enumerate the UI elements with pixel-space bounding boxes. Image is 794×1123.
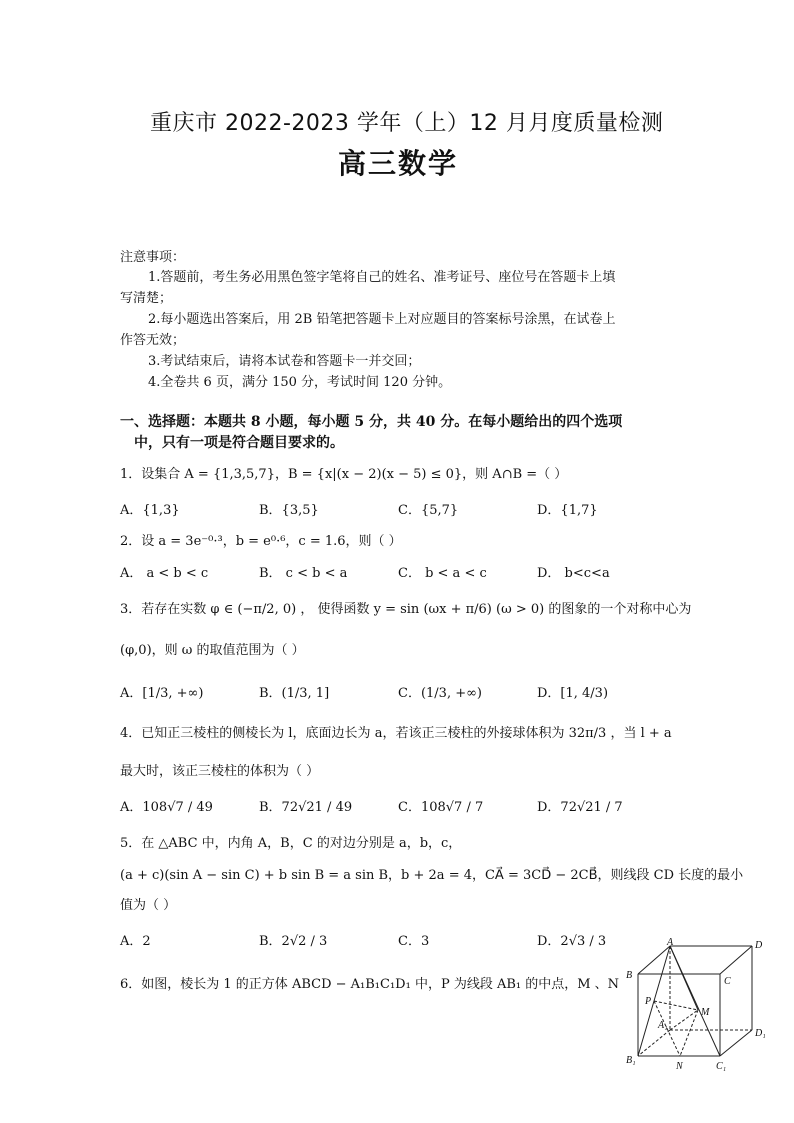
- question-5-line3: 值为（ ）: [120, 898, 177, 913]
- question-2: 2．设 a = 3e⁻⁰·³，b = e⁰·⁶，c = 1.6，则（ ）: [120, 534, 402, 549]
- label-d1: D₁: [755, 1028, 766, 1039]
- q1-option-b: B．{3,5}: [259, 503, 319, 518]
- exam-title: 重庆市 2022-2023 学年（上）12 月月度质量检测: [150, 111, 664, 136]
- notice-heading: 注意事项：: [120, 250, 186, 265]
- q3-option-b: B．(1/3, 1]: [259, 686, 330, 701]
- subject-title: 高三数学: [338, 147, 459, 180]
- q3-text-c: (ω > 0) 的图象的一个对称中心为: [496, 602, 692, 617]
- question-4-line1: [120, 722, 672, 741]
- label-m: M: [701, 1007, 710, 1018]
- q2-option-b: B． c < b < a: [259, 566, 348, 581]
- q3-option-c: C．(1/3, +∞): [398, 686, 482, 701]
- q2-option-d: D． b<c<a: [537, 566, 610, 581]
- label-b1: B₁: [626, 1055, 636, 1066]
- q4-option-d: D．72√21 / 7: [537, 800, 623, 815]
- label-p: P: [645, 996, 652, 1007]
- notice-item-4: 4.全卷共 6 页，满分 150 分，考试时间 120 分钟。: [148, 375, 452, 390]
- q3-option-d: D．[1, 4/3): [537, 686, 609, 701]
- q3-text-b: ， 使得函数 y = sin: [300, 602, 420, 617]
- notice-item-1b: 写清楚；: [120, 291, 173, 306]
- label-a: A: [667, 938, 674, 948]
- section-heading-line2: 中，只有一项是符合题目要求的。: [134, 435, 344, 451]
- q4-option-a: A．108√7 / 49: [120, 800, 213, 815]
- q4-option-b: B．72√21 / 49: [259, 800, 353, 815]
- q1-option-c: C．{5,7}: [398, 503, 459, 518]
- question-1: 1．设集合 A = {1,3,5,7}，B = {x|(x − 2)(x − 5) ≤ 0}，则 A∩B =（ ）: [120, 467, 568, 482]
- q4-text-b: ，当 l + a: [610, 726, 672, 741]
- label-n: N: [676, 1061, 683, 1072]
- notice-item-3: 3.考试结束后，请将本试卷和答题卡一并交回；: [148, 354, 421, 369]
- q3-interval: (−π/2, 0): [237, 602, 297, 617]
- q1-option-d: D．{1,7}: [537, 503, 598, 518]
- label-c: C: [724, 976, 731, 987]
- section-heading-line1: 一、选择题：本题共 8 小题，每小题 5 分，共 40 分。在每小题给出的四个选项: [120, 414, 623, 430]
- q3-text-a: 3．若存在实数 φ ∈: [120, 602, 234, 617]
- q4-text-a: 4．已知正三棱柱的侧棱长为 l，底面边长为 a，若该正三棱柱的外接球体积为: [120, 726, 565, 741]
- question-3-line1: [120, 598, 691, 617]
- cube-figure: [618, 938, 778, 1078]
- q2-option-a: A． a < b < c: [120, 566, 209, 581]
- q1-option-a: A．{1,3}: [120, 503, 180, 518]
- q3-option-a: A．[1/3, +∞): [120, 686, 204, 701]
- question-4-line2: 最大时，该正三棱柱的体积为（ ）: [120, 764, 320, 779]
- label-a1: A₁: [658, 1020, 668, 1031]
- q3-arg: (ωx + π/6): [423, 602, 492, 617]
- q5-option-c: C．3: [398, 934, 430, 949]
- notice-item-2a: 2.每小题选出答案后，用 2B 铅笔把答题卡上对应题目的答案标号涂黑，在试卷上: [148, 312, 616, 327]
- question-6: 6．如图，棱长为 1 的正方体 ABCD − A₁B₁C₁D₁ 中，P 为线段 AB₁ 的中点，M 、N: [120, 977, 620, 992]
- label-d: D: [755, 940, 763, 951]
- label-b: B: [626, 970, 633, 981]
- q4-volume: 32π/3: [568, 726, 607, 741]
- question-3-line2: (φ,0)，则 ω 的取值范围为（ ）: [120, 643, 305, 658]
- notice-item-1a: 1.答题前，考生务必用黑色签字笔将自己的姓名、准考证号、座位号在答题卡上填: [148, 270, 616, 285]
- q5-option-d: D．2√3 / 3: [537, 934, 607, 949]
- q2-option-c: C． b < a < c: [398, 566, 487, 581]
- q5-option-b: B．2√2 / 3: [259, 934, 328, 949]
- question-5-line1: 5．在 △ABC 中，内角 A，B，C 的对边分别是 a，b，c，: [120, 836, 462, 851]
- q5-option-a: A．2: [120, 934, 151, 949]
- question-5-line2: (a + c)(sin A − sin C) + b sin B = a sin B，b + 2a = 4，CA⃗ = 3CD⃗ − 2CB⃗，则线段 CD 长度的最小: [120, 868, 744, 883]
- q4-option-c: C．108√7 / 7: [398, 800, 484, 815]
- notice-item-2b: 作答无效；: [120, 333, 186, 348]
- label-c1: C₁: [716, 1061, 727, 1072]
